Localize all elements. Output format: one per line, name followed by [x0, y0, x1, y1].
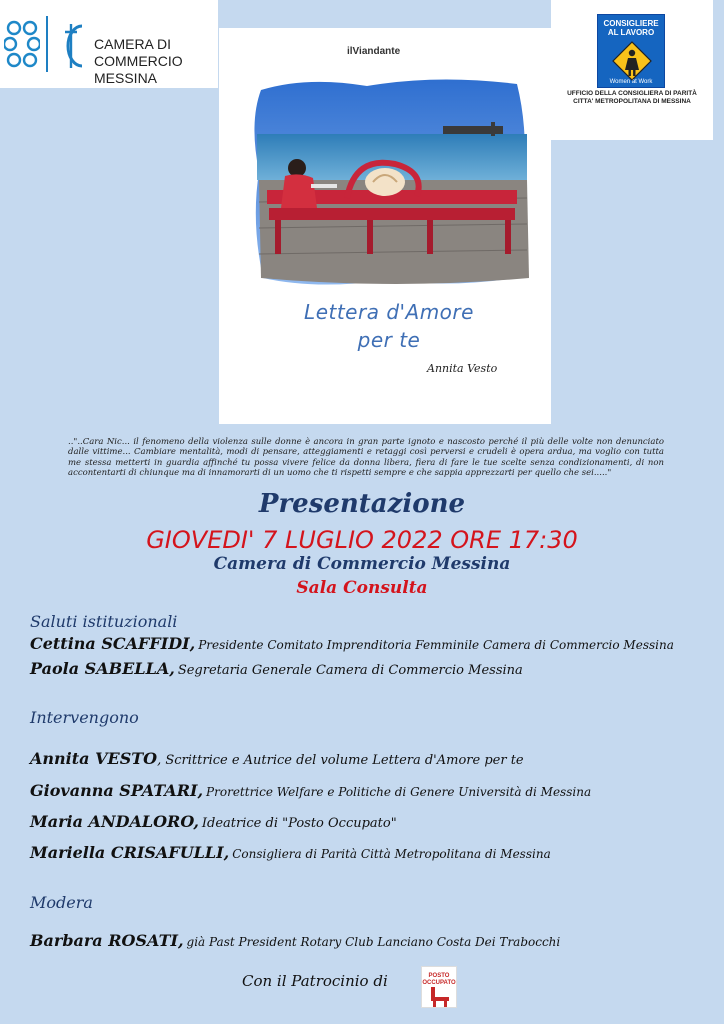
cc-monogram-icon — [56, 18, 86, 74]
speaker-role: Segretaria Generale Camera di Commercio Messina — [177, 663, 523, 678]
speaker-role: Prorettrice Welfare e Politiche di Genere Università di Messina — [206, 785, 592, 799]
speaker-name: Maria ANDALORO, — [30, 812, 199, 831]
speaker-name: Cettina SCAFFIDI, — [30, 634, 196, 653]
intervengono-heading: Intervengono — [30, 708, 139, 727]
speaker-row — [30, 659, 523, 678]
presentazione-heading: Presentazione — [258, 489, 466, 519]
badge-title — [598, 19, 664, 37]
cover-photo — [247, 72, 533, 292]
moderator-row — [30, 931, 560, 950]
speaker-row — [30, 634, 674, 653]
saluti-heading: Saluti istituzionali — [30, 612, 178, 631]
posto-occupato-text — [422, 973, 456, 987]
camera-name-line2: MESSINA — [94, 70, 158, 86]
book-title-line2: per te — [357, 328, 421, 352]
modera-heading: Modera — [30, 893, 93, 912]
badge-title-line2: AL LAVORO — [607, 28, 655, 37]
office-line1: UFFICIO DELLA CONSIGLIERA DI PARITÀ — [567, 90, 697, 97]
camera-commercio-logo — [0, 0, 218, 88]
speaker-row — [30, 781, 591, 800]
consigliere-badge — [597, 14, 665, 88]
women-at-work-sign-icon — [612, 41, 652, 81]
speaker-name: Giovanna SPATARI, — [30, 781, 204, 800]
logo-divider — [46, 16, 48, 72]
event-room: Sala Consulta — [296, 578, 428, 598]
camera-emblem-icon — [4, 18, 40, 70]
book-author: Annita Vesto — [427, 362, 498, 375]
moderator-role: già Past President Rotary Club Lanciano Costa Dei Trabocchi — [186, 935, 561, 949]
badge-title-line1: CONSIGLIERE — [603, 19, 659, 28]
speaker-role: Ideatrice di "Posto Occupato" — [201, 816, 397, 831]
book-quote: .."..Cara Nic... il fenomeno della violenza sulle donne è ancora in gran parte ignoto e nascosto perché il più delle volte non denunciato dalle vittime... Cambiare mentalità, modi di pensare, atteggiamenti e retaggi così perversi e crudeli è opera ardua, ma voglio con tutta me stessa metterti in guardia affinché tu possa vivere felice da donna libera, fiera di fare le tue scelte senza condizionamenti, di non accontentarti di chiunque ma di innamorarti di un uomo che ti rispetti sempre e che sappia apprezzarti per quello che sei....." — [68, 437, 664, 478]
speaker-role: , Scrittrice e Autrice del volume Lettera d'Amore per te — [157, 753, 524, 768]
consigliera-logo — [551, 0, 713, 140]
office-label — [555, 90, 709, 106]
speaker-name: Mariella CRISAFULLI, — [30, 843, 230, 862]
posto-line2: OCCUPATO — [422, 980, 456, 986]
badge-subtitle: Women at Work — [609, 79, 653, 85]
speaker-name: Annita VESTO — [30, 749, 158, 768]
book-title-line1: Lettera d'Amore — [304, 300, 474, 324]
speaker-role: Presidente Comitato Imprenditoria Femminile Camera di Commercio Messina — [198, 638, 674, 652]
publisher-name: ilViandante — [347, 46, 401, 57]
speaker-row — [30, 843, 551, 862]
red-chair-icon — [427, 987, 453, 1007]
book-title — [259, 298, 519, 354]
event-venue: Camera di Commercio Messina — [213, 554, 511, 574]
patrocinio-label: Con il Patrocinio di — [242, 972, 388, 990]
event-datetime: GIOVEDI' 7 LUGLIO 2022 ORE 17:30 — [146, 526, 578, 554]
office-line2: CITTA' METROPOLITANA DI MESSINA — [573, 98, 691, 105]
speaker-row — [30, 812, 397, 831]
speaker-role: Consigliera di Parità Città Metropolitana di Messina — [232, 847, 551, 861]
posto-occupato-logo — [421, 966, 457, 1008]
book-cover — [219, 28, 551, 424]
speaker-row — [30, 749, 524, 768]
camera-name — [94, 36, 218, 87]
moderator-name: Barbara ROSATI, — [30, 931, 184, 950]
speaker-name: Paola SABELLA, — [30, 659, 175, 678]
camera-name-line1: CAMERA DI COMMERCIO — [94, 36, 183, 69]
posto-line1: POSTO — [428, 973, 450, 979]
